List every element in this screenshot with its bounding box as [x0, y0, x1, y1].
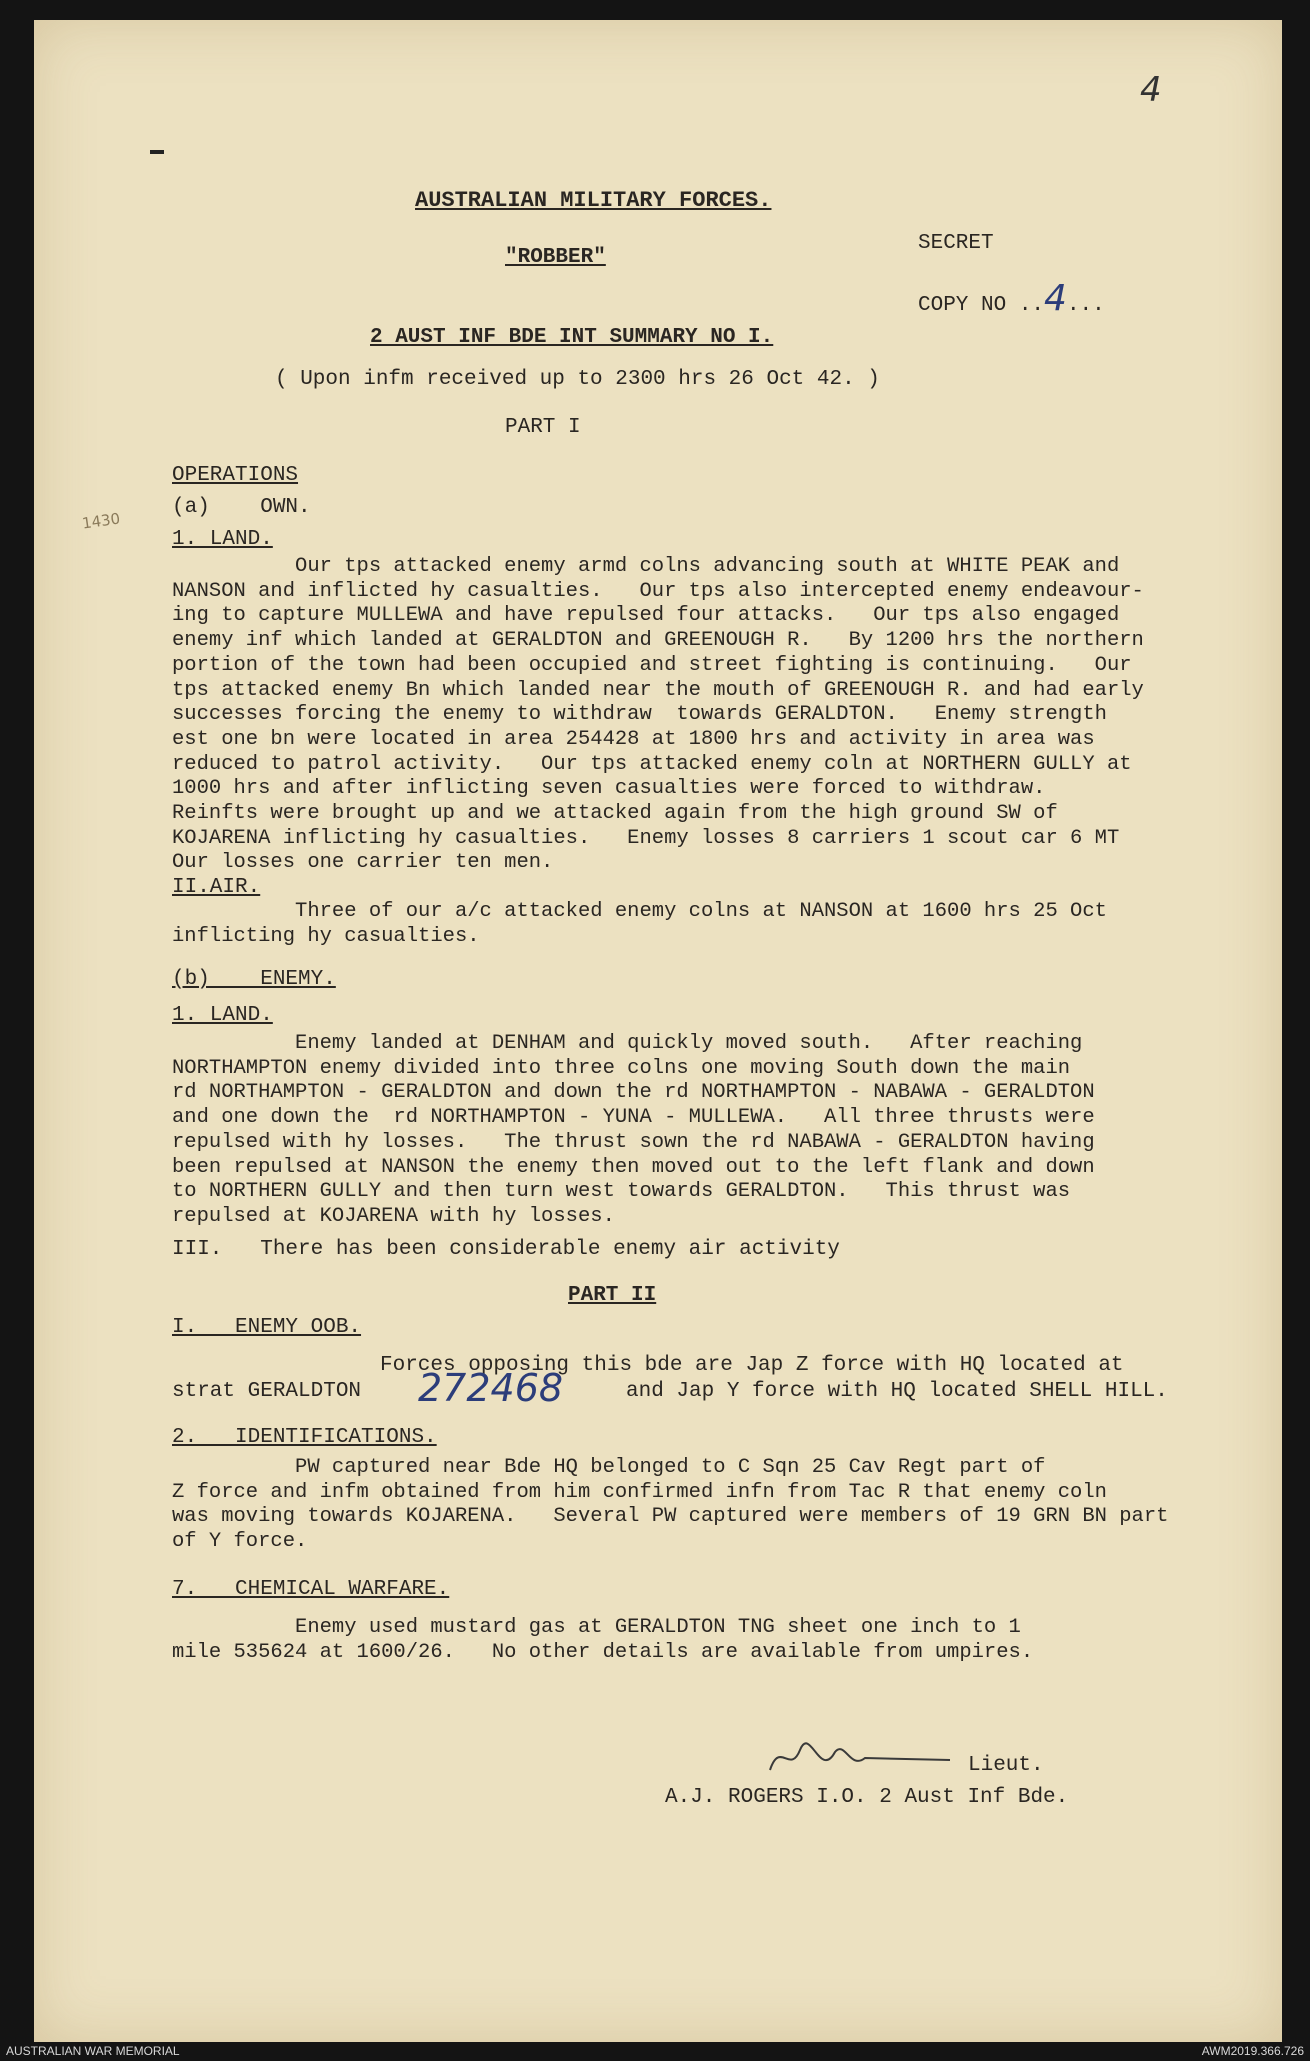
copy-number: 4: [1044, 278, 1067, 319]
classification: SECRET: [918, 232, 994, 255]
document-page: [34, 20, 1282, 2042]
signature-scrawl: [760, 1730, 960, 1790]
enemy-heading: (b) ENEMY.: [172, 968, 336, 991]
oob-line2-start: strat GERALDTON: [172, 1380, 362, 1403]
chemical-warfare-heading: 7. CHEMICAL WARFARE.: [172, 1578, 450, 1601]
oob-line1: Forces opposing this bde are Jap Z force with HQ located at: [380, 1354, 1124, 1377]
own-heading: (a) OWN.: [172, 496, 311, 519]
own-air-heading: II.AIR.: [172, 876, 261, 899]
margin-note: 1430: [80, 509, 122, 533]
operations-heading: OPERATIONS: [172, 464, 299, 487]
enemy-land-heading: 1. LAND.: [172, 1004, 273, 1027]
footer-left: AUSTRALIAN WAR MEMORIAL: [6, 2044, 180, 2058]
page-number: 4: [1140, 70, 1162, 110]
codename: "ROBBER": [505, 246, 606, 269]
own-land-text: Our tps attacked enemy armd colns advancing south at WHITE PEAK and NANSON and inflicted hy casualties. Our tps also intercepted enemy endeavour- ing to capture MULLEWA and have repulsed four attacks. Our tps also engaged enemy inf which landed at GERALDTON and GREENOUGH R. By 1200 hrs the northern portion of the town had been occupied and street fighting is continuing. Our tps attacked enemy Bn which landed near the mouth of GREENOUGH R. and had early successes forcing the enemy to withdraw towards GERALDTON. Enemy strength est one bn were located in area 254428 at 1800 hrs and activity in area was reduced to patrol activity. Our tps attacked enemy coln at NORTHERN GULLY at 1000 hrs and after inflicting seven casualties were forced to withdraw. Reinfts were brought up and we attacked again from the high ground SW of KOJARENA inflicting hy casualties. Enemy losses 8 carriers 1 scout car 6 MT Our losses one carrier ten men.: [172, 555, 1144, 875]
copy-label: COPY NO: [918, 294, 1007, 317]
own-air-text: Three of our a/c attacked enemy colns at NANSON at 1600 hrs 25 Oct inflicting hy casualties.: [172, 900, 1107, 948]
part2-label: PART II: [568, 1284, 657, 1307]
identifications-text: PW captured near Bde HQ belonged to C Sqn 25 Cav Regt part of Z force and infm obtained from him confirmed infn from Tac R that enemy coln was moving towards KOJARENA. Several PW captured were members of 19 GRN BN part of Y force.: [172, 1456, 1169, 1554]
oob-heading: I. ENEMY OOB.: [172, 1316, 362, 1339]
summary-title: 2 AUST INF BDE INT SUMMARY NO I.: [370, 326, 774, 349]
oob-line2-end: and Jap Y force with HQ located SHELL HILL.: [626, 1380, 1168, 1403]
footer-right: AWM2019.366.726: [1201, 2044, 1304, 2058]
identifications-heading: 2. IDENTIFICATIONS.: [172, 1426, 437, 1449]
enemy-land-text: Enemy landed at DENHAM and quickly moved south. After reaching NORTHAMPTON enemy divided into three colns one moving South down the main rd NORTHAMPTON - GERALDTON and down the rd NORTHAMPTON - NABAWA - GERALDTON and one down the rd NORTHAMPTON - YUNA - MULLEWA. All three thrusts were repulsed with hy losses. The thrust sown the rd NABAWA - GERALDTON having been repulsed at NANSON the enemy then moved out to the left flank and down to NORTHERN GULLY and then turn west towards GERALDTON. This thrust was repulsed at KOJARENA with hy losses.: [172, 1032, 1095, 1228]
margin-mark: [150, 150, 164, 154]
own-land-heading: 1. LAND.: [172, 528, 273, 551]
part1-label: PART I: [505, 416, 581, 439]
signature-name: A.J. ROGERS I.O. 2 Aust Inf Bde.: [665, 1786, 1069, 1809]
copy-number-line: COPY NO ..4...: [918, 278, 1105, 319]
handwritten-grid-reference: 272468: [418, 1366, 564, 1410]
signature-rank: Lieut.: [968, 1754, 1044, 1777]
document-title: AUSTRALIAN MILITARY FORCES.: [415, 188, 772, 213]
summary-subtitle: ( Upon infm received up to 2300 hrs 26 Oct 42. ): [275, 368, 880, 391]
chemical-warfare-text: Enemy used mustard gas at GERALDTON TNG sheet one inch to 1 mile 535624 at 1600/26. No other details are available from umpires.: [172, 1616, 1034, 1664]
enemy-air-text: III. There has been considerable enemy air activity: [172, 1238, 840, 1261]
